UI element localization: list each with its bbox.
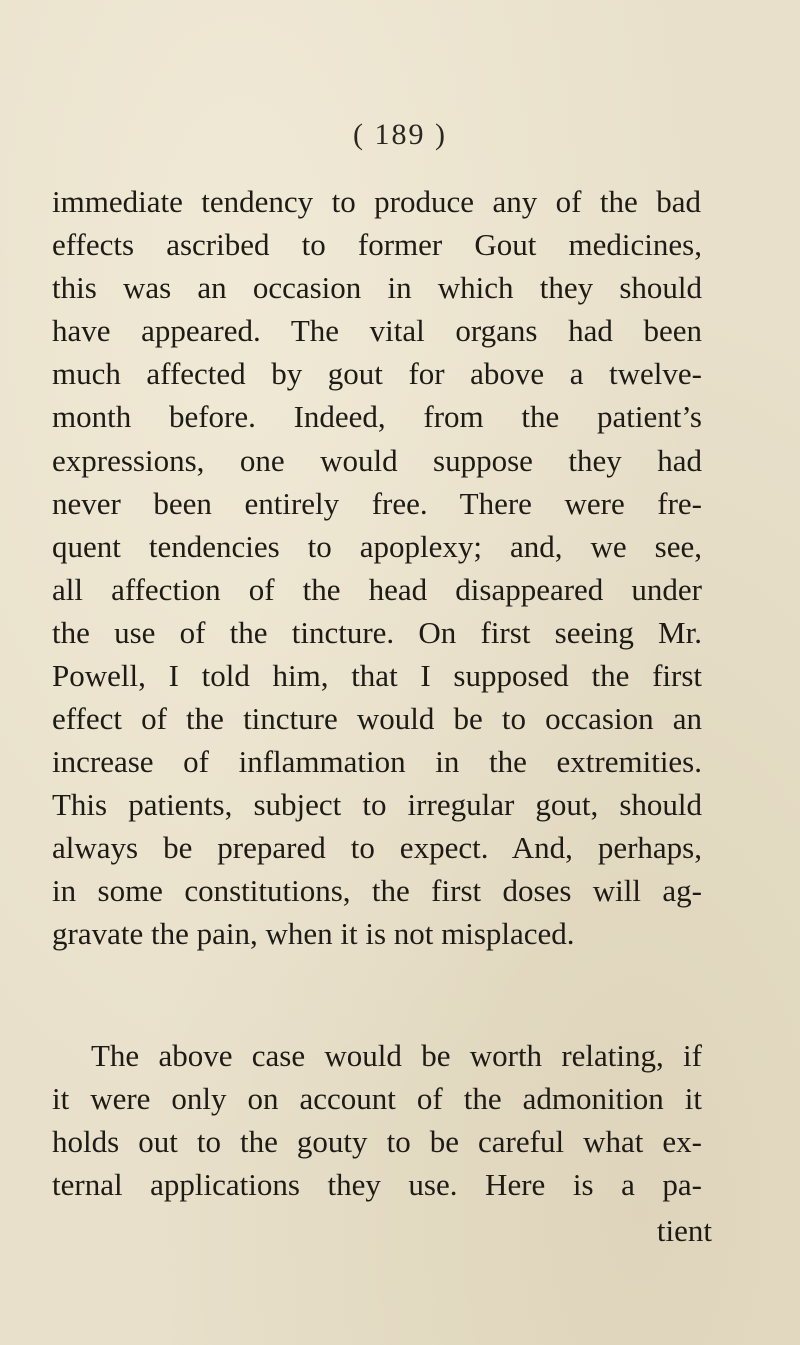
text-line: always be prepared to expect. And, perhaps,: [52, 830, 702, 865]
text-line: effect of the tincture would be to occasion an: [52, 701, 702, 736]
text-line: ternal applications they use. Here is a pa-: [52, 1167, 702, 1202]
text-line: immediate tendency to produce any of the bad: [52, 184, 701, 219]
text-line: it were only on account of the admonition it: [52, 1081, 702, 1116]
text-line: Powell, I told him, that I supposed the first: [52, 658, 702, 693]
text-line: gravate the pain, when it is not misplaced.: [52, 916, 575, 951]
text-line: increase of inflammation in the extremities.: [52, 744, 702, 779]
text-line: much affected by gout for above a twelve-: [52, 356, 702, 391]
text-line: The above case would be worth relating, if: [91, 1038, 702, 1073]
catchword: tient: [656, 1213, 712, 1248]
text-line: quent tendencies to apoplexy; and, we see,: [52, 529, 702, 564]
text-line: holds out to the gouty to be careful what ex-: [52, 1124, 702, 1159]
text-line: effects ascribed to former Gout medicines,: [52, 227, 702, 262]
text-line: this was an occasion in which they should: [52, 270, 702, 305]
page-number: ( 189 ): [353, 118, 447, 151]
text-line: all affection of the head disappeared under: [52, 572, 702, 607]
text-line: the use of the tincture. On first seeing Mr.: [52, 615, 702, 650]
text-line: have appeared. The vital organs had been: [52, 313, 702, 348]
text-line: This patients, subject to irregular gout, should: [52, 787, 702, 822]
text-line: in some constitutions, the first doses will ag-: [52, 873, 702, 908]
text-line: month before. Indeed, from the patient’s: [52, 399, 702, 434]
text-line: never been entirely free. There were fre-: [52, 486, 702, 521]
text-line: expressions, one would suppose they had: [52, 443, 702, 478]
